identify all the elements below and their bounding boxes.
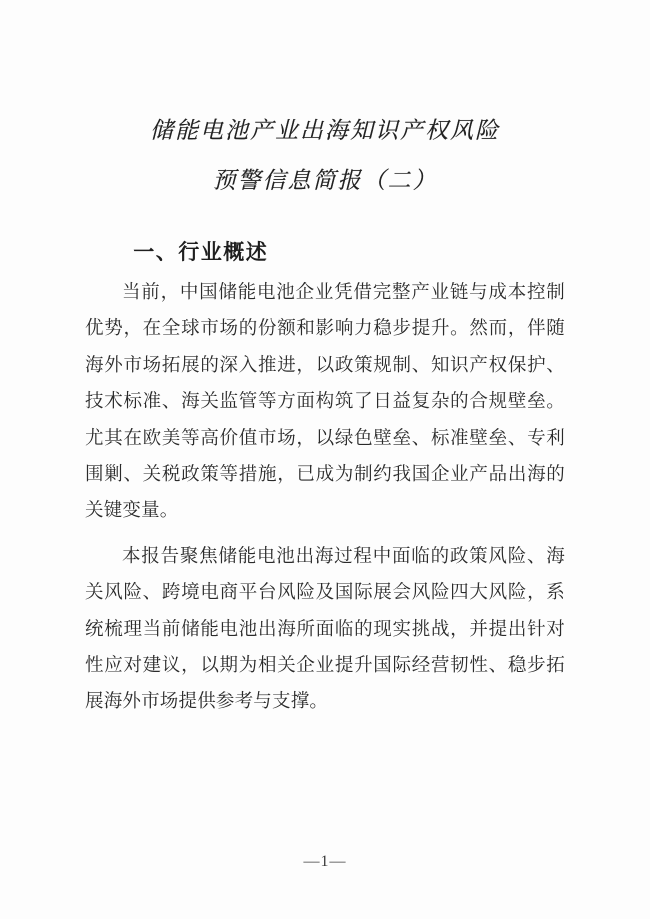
page-number: —1—: [303, 853, 347, 870]
paragraph-industry-overview-1: 当前，中国储能电池企业凭借完整产业链与成本控制优势，在全球市场的份额和影响力稳步提升。然而，伴随海外市场拓展的深入推进，以政策规制、知识产权保护、技术标准、海关监管等方面构筑了日益复杂的合规壁垒。尤其在欧美等高价值市场，以绿色壁垒、标准壁垒、专利围剿、关税政策等措施，已成为制约我国企业产品出海的关键变量。: [85, 283, 565, 522]
document-title-line-1: 储能电池产业出海知识产权风险: [150, 118, 500, 143]
document-title: [0, 106, 650, 206]
paragraph-industry-overview-2: 本报告聚焦储能电池出海过程中面临的政策风险、海关风险、跨境电商平台风险及国际展会风险四大风险，系统梳理当前储能电池出海所面临的现实挑战，并提出针对性应对建议，以期为相关企业提升国际经营韧性、稳步拓展海外市场提供参考与支撑。: [85, 546, 565, 713]
section-heading-industry-overview: 一、行业概述: [133, 240, 269, 264]
document-title-line-2: 预警信息简报（二）: [212, 168, 438, 193]
document-body: [0, 236, 650, 721]
